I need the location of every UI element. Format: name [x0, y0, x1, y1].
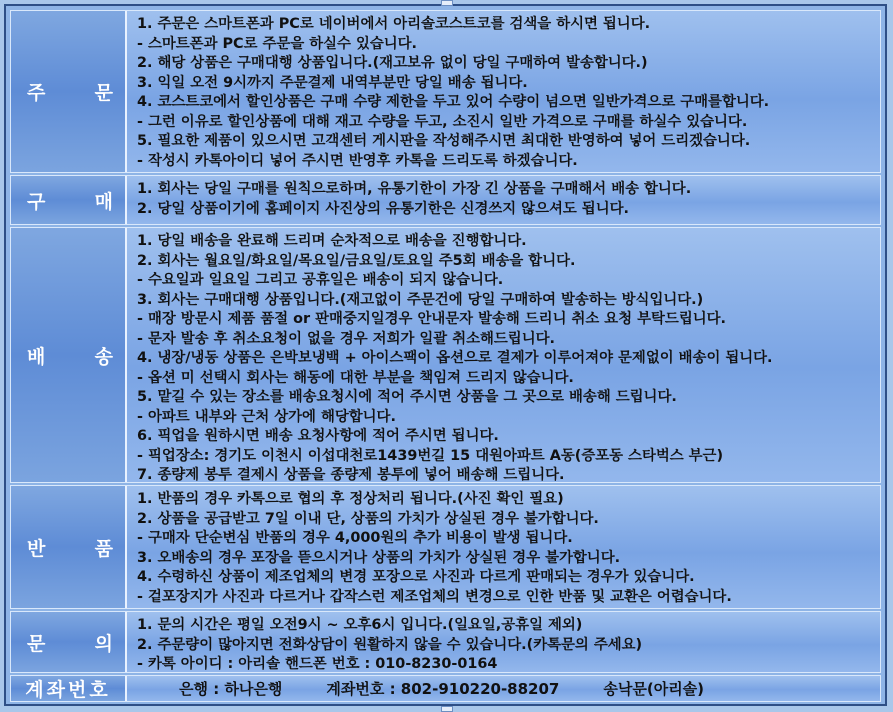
order-line: 4. 코스트코에서 할인상품은 구매 수량 제한을 두고 있어 수량이 넘으면 일반가격으로 구매를합니다. — [137, 94, 770, 110]
shipping-content — [127, 228, 880, 482]
shipping-line: 1. 당일 배송을 완료해 드리며 순차적으로 배송을 진행합니다. — [137, 233, 527, 249]
shipping-line: 5. 맡길 수 있는 장소를 배송요청시에 적어 주시면 상품을 그 곳으로 배송해 드립니다. — [137, 389, 677, 405]
order-content — [127, 11, 880, 172]
shipping-line: - 수요일과 일요일 그리고 공휴일은 배송이 되지 않습니다. — [137, 272, 504, 288]
resize-handle-top[interactable] — [441, 0, 453, 6]
purchase-line: 2. 당일 상품이기에 홈페이지 사진상의 유통기한은 신경쓰지 않으셔도 됩니다. — [137, 200, 629, 217]
order-line: 1. 주문은 스마트폰과 PC로 네이버에서 아리솔코스트코를 검색을 하시면 됩니다. — [137, 16, 651, 32]
shipping-line: 2. 회사는 월요일/화요일/목요일/금요일/토요일 주5회 배송을 합니다. — [137, 252, 576, 269]
purchase-content — [127, 176, 880, 224]
returns-content — [127, 486, 880, 608]
account-number: 계좌번호 : 802-910220-88207 — [326, 679, 560, 698]
shipping-line: - 픽업장소: 경기도 이천시 이섭대천로1439번길 15 대원아파트 A동(증포동 스타벅스 부근) — [137, 447, 724, 464]
section-order — [10, 10, 881, 173]
section-label-inquiry: 문 의 — [11, 612, 127, 672]
order-line: - 그런 이유로 할인상품에 대해 재고 수량을 두고, 소진시 일반 가격으로 구매를 하실수 있습니다. — [137, 113, 748, 130]
shipping-line: 6. 픽업을 원하시면 배송 요청사항에 적어 주시면 됩니다. — [137, 428, 499, 444]
order-line: 5. 필요한 제품이 있으시면 고객센터 게시판을 작성해주시면 최대한 반영하여 넣어 드리겠습니다. — [137, 133, 751, 149]
returns-line: 1. 반품의 경우 카톡으로 협의 후 정상처리 됩니다.(사진 확인 필요) — [137, 491, 564, 507]
inquiry-line: 2. 주문량이 많아지면 전화상담이 원활하지 않을 수 있습니다.(카톡문의 주세요) — [137, 636, 643, 653]
shipping-line: 4. 냉장/냉동 상품은 은박보냉백 + 아이스팩이 옵션으로 결제가 이루어져야 문제없이 배송이 됩니다. — [137, 350, 773, 366]
account-holder: 송낙문(아리솔) — [603, 679, 705, 698]
returns-line: 3. 오배송의 경우 포장을 뜯으시거나 상품의 가치가 상실된 경우 불가합니다. — [137, 549, 621, 566]
section-purchase — [10, 175, 881, 225]
resize-handle-bottom[interactable] — [441, 706, 453, 712]
section-returns — [10, 485, 881, 609]
shipping-line: - 아파트 내부와 근처 상가에 해당합니다. — [137, 408, 396, 425]
section-inquiry — [10, 611, 881, 673]
info-panel — [4, 4, 887, 706]
inquiry-content — [127, 612, 880, 672]
shipping-line: 3. 회사는 구매대행 상품입니다.(재고없이 주문건에 당일 구매하여 발송하는 방식입니다.) — [137, 291, 704, 308]
order-line: - 스마트폰과 PC로 주문을 하실수 있습니다. — [137, 35, 418, 52]
section-label-shipping: 배 송 — [11, 228, 127, 482]
returns-line: - 겉포장지가 사진과 다르거나 갑작스런 제조업체의 변경으로 인한 반품 및 교환은 어렵습니다. — [137, 588, 732, 605]
section-shipping — [10, 227, 881, 483]
section-label-account: 계좌번호 — [11, 676, 127, 701]
returns-line: 2. 상품을 공급받고 7일 이내 단, 상품의 가치가 상실된 경우 불가합니다. — [137, 510, 599, 527]
shipping-line: - 옵션 미 선택시 회사는 해동에 대한 부분을 책임져 드리지 않습니다. — [137, 369, 574, 386]
inquiry-line: - 카톡 아이디 : 아리솔 핸드폰 번호 : 010-8230-0164 — [137, 656, 498, 672]
shipping-line: 7. 종량제 봉투 결제시 상품을 종량제 봉투에 넣어 배송해 드립니다. — [137, 467, 565, 482]
section-label-order: 주 문 — [11, 11, 127, 172]
shipping-line: - 문자 발송 후 취소요청이 없을 경우 저희가 일괄 취소해드립니다. — [137, 330, 555, 347]
shipping-line: - 매장 방문시 제품 품절 or 판매중지일경우 안내문자 발송해 드리니 취소 요청 부탁드립니다. — [137, 311, 726, 327]
bank-name: 은행 : 하나은행 — [179, 679, 283, 698]
section-label-returns: 반 품 — [11, 486, 127, 608]
account-content — [127, 676, 880, 701]
order-line: 3. 익일 오전 9시까지 주문결제 내역부분만 당일 배송 됩니다. — [137, 74, 528, 91]
section-label-purchase: 구 매 — [11, 176, 127, 224]
inquiry-line: 1. 문의 시간은 평일 오전9시 ~ 오후6시 입니다.(일요일,공휴일 제외) — [137, 617, 583, 633]
order-line: - 작성시 카톡아이디 넣어 주시면 반영후 카톡을 드리도록 하겠습니다. — [137, 152, 578, 169]
section-account — [10, 675, 881, 702]
purchase-line: 1. 회사는 당일 구매를 원칙으로하며, 유통기한이 가장 긴 상품을 구매해서 배송 합니다. — [137, 181, 692, 197]
returns-line: 4. 수령하신 상품이 제조업체의 변경 포장으로 사진과 다르게 판매되는 경우가 있습니다. — [137, 569, 695, 585]
order-line: 2. 해당 상품은 구매대행 상품입니다.(재고보유 없이 당일 구매하여 발송합니다.) — [137, 55, 648, 71]
returns-line: - 구매자 단순변심 반품의 경우 4,000원의 추가 비용이 발생 됩니다. — [137, 530, 573, 546]
